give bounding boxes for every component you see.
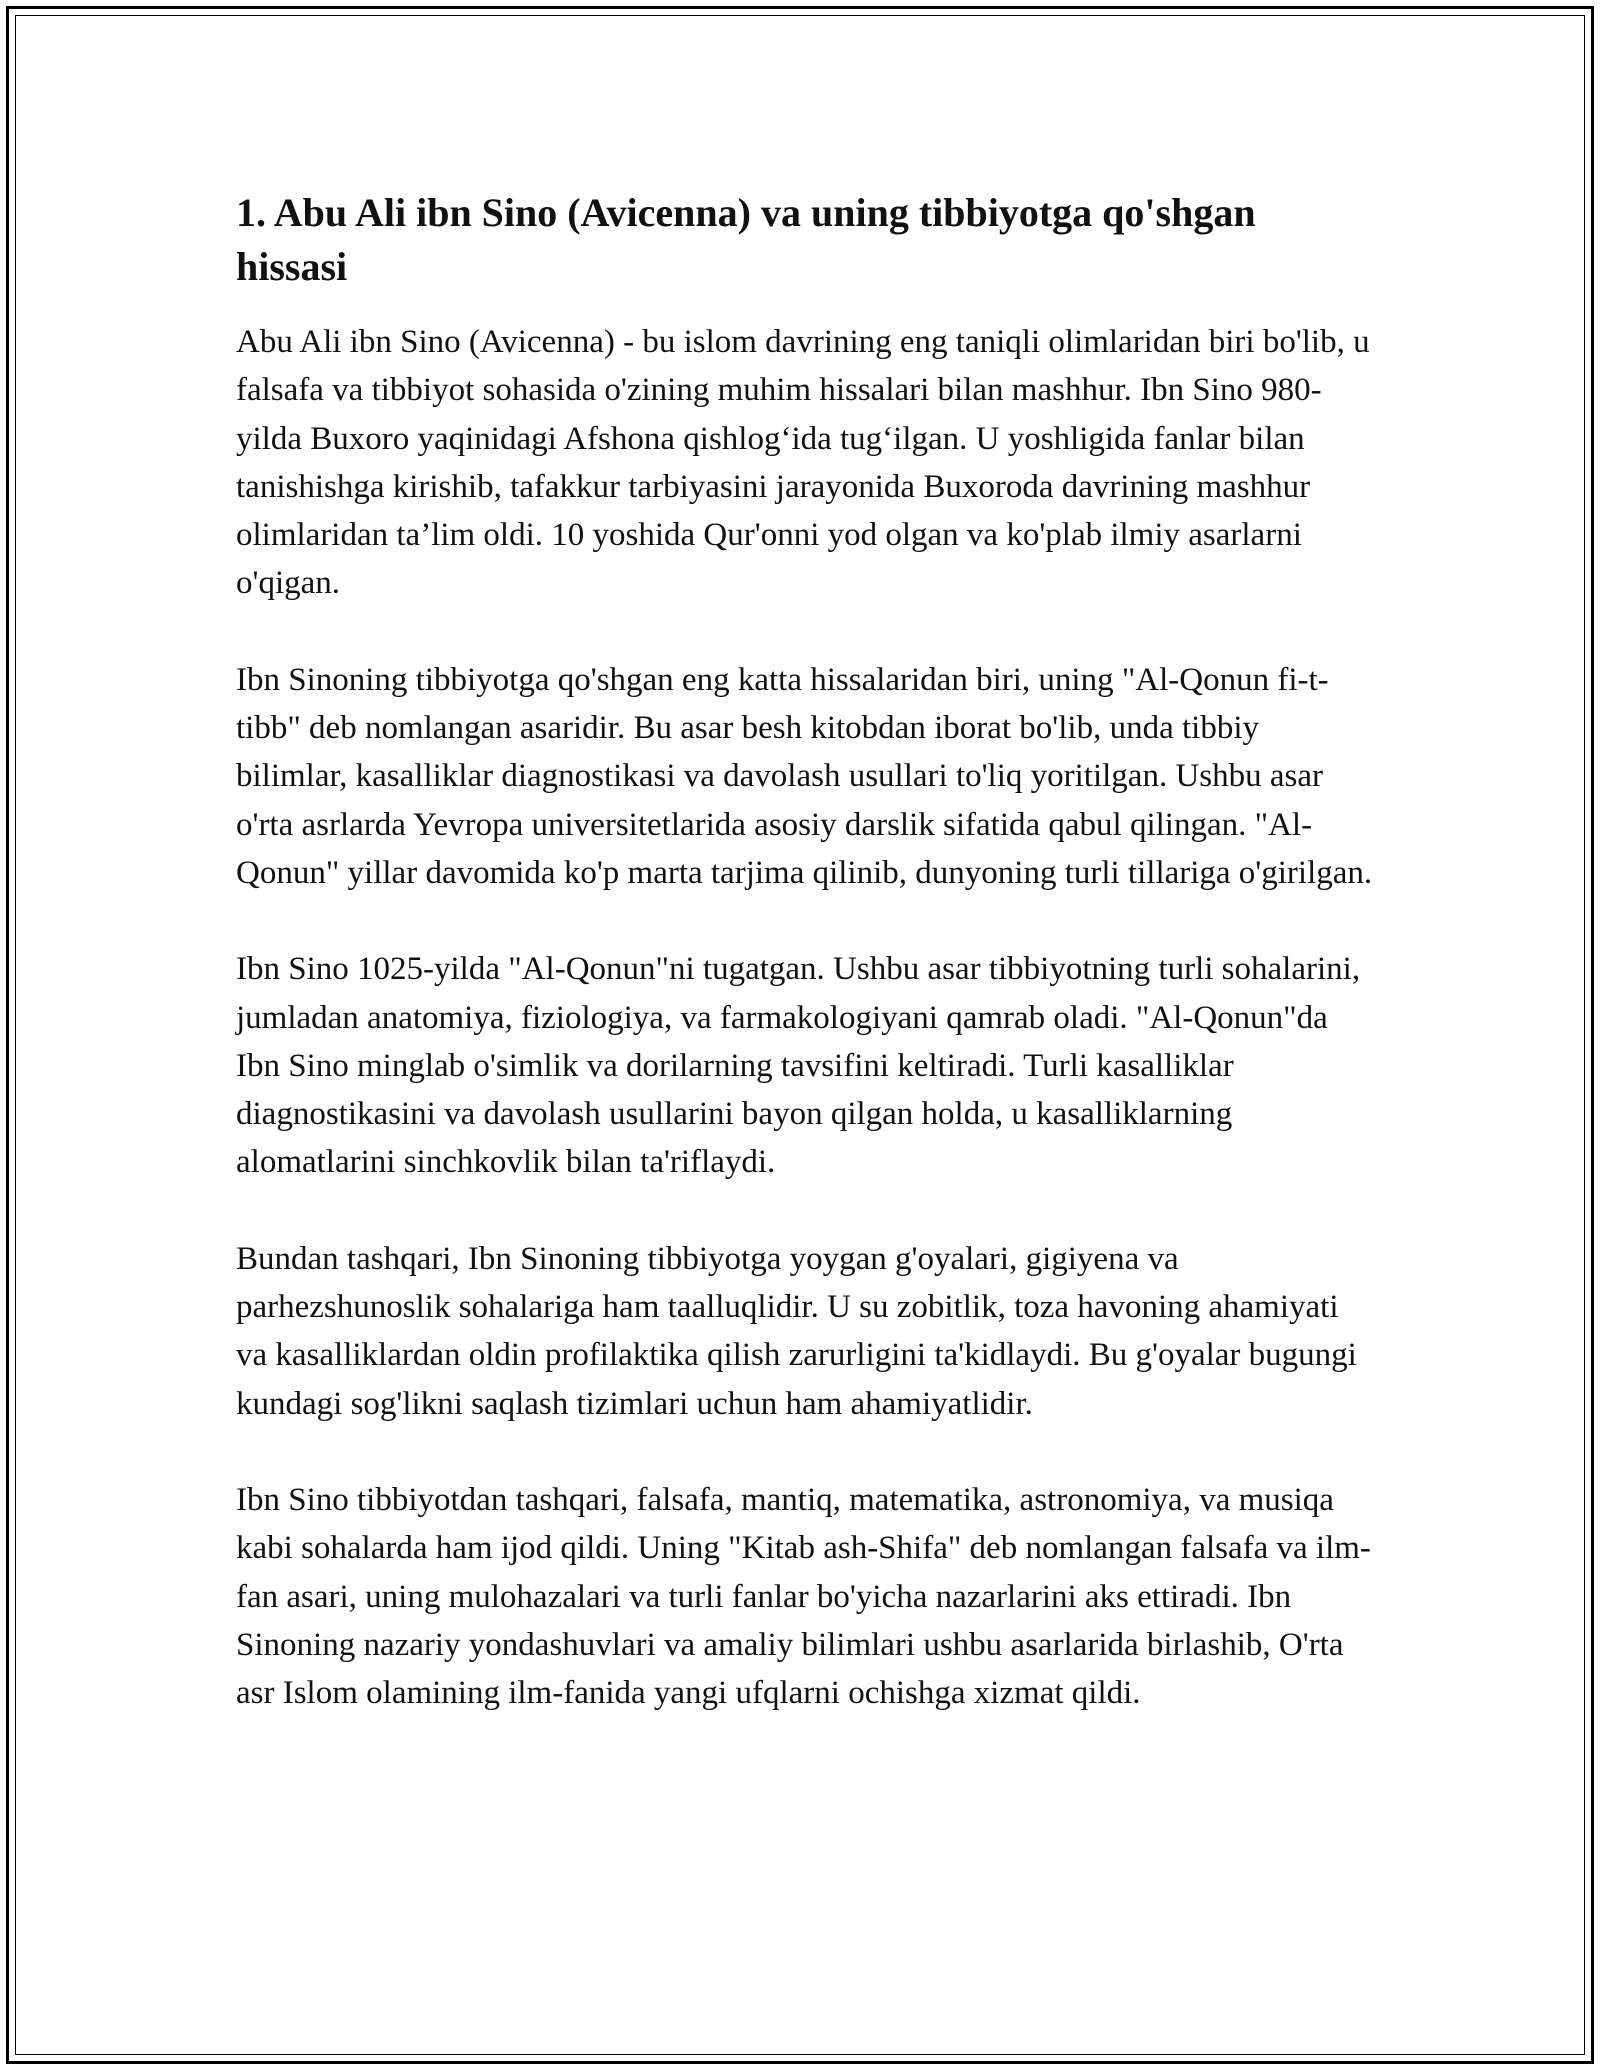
paragraph-1: Abu Ali ibn Sino (Avicenna) - bu islom davrining eng taniqli olimlaridan biri bo'lib, u falsafa va tibbiyot sohasida o'zining muhim hissalari bilan mashhur. Ibn Sino 980-yilda Buxoro yaqinidagi Afshona qishlog‘ida tug‘ilgan. U yoshligida fanlar bilan tanishishga kirishib, tafakkur tarbiyasini jarayonida Buxoroda davrining mashhur olimlaridan ta’lim oldi. 10 yoshida Qur'onni yod olgan va ko'plab ilmiy asarlarni o'qigan. (236, 324, 1370, 602)
document-body (236, 186, 1376, 1765)
paragraph-2: Ibn Sinoning tibbiyotga qo'shgan eng katta hissalaridan biri, uning "Al-Qonun fi-t-tibb" deb nomlangan asaridir. Bu asar besh kitobdan iborat bo'lib, unda tibbiy bilimlar, kasalliklar diagnostikasi va davolash usullari to'liq yoritilgan. Ushbu asar o'rta asrlarda Yevropa universitetlarida asosiy darslik sifatida qabul qilingan. "Al-Qonun" yillar davomida ko'p marta tarjima qilinib, dunyoning turli tillariga o'girilgan. (236, 661, 1373, 891)
section-heading: 1. Abu Ali ibn Sino (Avicenna) va uning tibbiyotga qo'shgan hissasi (236, 190, 1256, 289)
paragraph-3: Ibn Sino 1025-yilda "Al-Qonun"ni tugatgan. Ushbu asar tibbiyotning turli sohalarini, jumladan anatomiya, fiziologiya, va farmakologiyani qamrab oladi. "Al-Qonun"da Ibn Sino minglab o'simlik va dorilarning tavsifini keltiradi. Turli kasalliklar diagnostikasini va davolash usullarini bayon qilgan holda, u kasalliklarning alomatlarini sinchkovlik bilan ta'riflaydi. (236, 951, 1361, 1181)
paragraph-5: Ibn Sino tibbiyotdan tashqari, falsafa, mantiq, matematika, astronomiya, va musiqa kabi sohalarda ham ijod qildi. Uning "Kitab ash-Shifa" deb nomlangan falsafa va ilm-fan asari, uning mulohazalari va turli fanlar bo'yicha nazarlarini aks ettiradi. Ibn Sinoning nazariy yondashuvlari va amaliy bilimlari ushbu asarlarida birlashib, O'rta asr Islom olamining ilm-fanida yangi ufqlarni ochishga xizmat qildi. (236, 1481, 1371, 1712)
paragraph-4: Bundan tashqari, Ibn Sinoning tibbiyotga yoygan g'oyalari, gigiyena va parhezshunoslik sohalariga ham taalluqlidir. U su zobitlik, toza havoning ahamiyati va kasalliklardan oldin profilaktika qilish zarurligini ta'kidlaydi. Bu g'oyalar bugungi kundagi sog'likni saqlash tizimlari uchun ham ahamiyatlidir. (236, 1240, 1357, 1422)
